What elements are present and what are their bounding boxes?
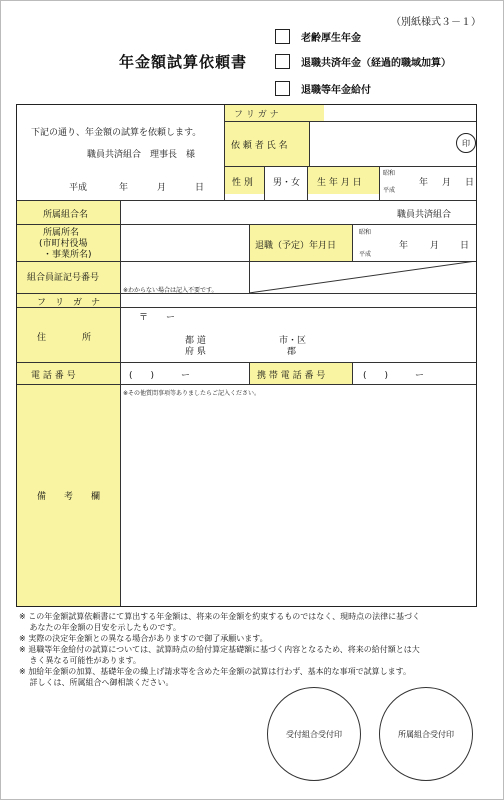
- retire-era-showa: 昭和: [359, 229, 372, 236]
- form-table: [16, 104, 477, 607]
- request-recipient: 職員共済組合 理事長 様: [87, 150, 196, 160]
- note-line: あなたの年金額の目安を示したものです。: [19, 623, 181, 632]
- request-date-month: 月: [157, 183, 167, 193]
- furigana-input[interactable]: [325, 105, 476, 121]
- note-line: きく異なる可能性があります。: [19, 656, 141, 665]
- office-label: 所属所名: [43, 228, 80, 238]
- request-date-era: 平成: [69, 183, 88, 193]
- affiliated-union-stamp: 所属組合受付印: [379, 687, 473, 781]
- unknown-note: ※わからない場合は記入不要です。: [123, 287, 218, 294]
- remarks-label: 備 考 欄: [37, 492, 101, 502]
- phone-input[interactable]: ( ) ー: [129, 371, 191, 381]
- note-line: ※ この年金額試算依頼書にて算出する年金額は、将来の年金額を約束するものではなく、現時点の法律に基づく: [19, 612, 421, 621]
- birth-month-unit: 月: [442, 178, 452, 188]
- office-input[interactable]: [121, 225, 249, 261]
- office-label: (市町村役場: [39, 239, 88, 249]
- affiliation-label: 所属組合名: [43, 210, 89, 220]
- retire-month-unit: 月: [430, 241, 440, 251]
- requester-name-label: 依 頼 者 氏 名: [231, 141, 288, 151]
- mobile-input[interactable]: ( ) ー: [363, 371, 425, 381]
- note-line: 詳しくは、所属組合へ御相談ください。: [19, 678, 174, 687]
- option-label: 老齢厚生年金: [301, 33, 361, 44]
- office-label: ・事業所名): [43, 250, 92, 260]
- option-label: 退職共済年金（経過的職域加算）: [301, 58, 451, 69]
- birth-year-unit: 年: [419, 178, 429, 188]
- phone-label: 電 話 番 号: [31, 371, 76, 381]
- retire-year-unit: 年: [399, 241, 409, 251]
- mobile-label: 携 帯 電 話 番 号: [257, 371, 326, 381]
- affiliation-value: 職員共済組合: [397, 210, 452, 220]
- furigana2-label: フ リ ガ ナ: [37, 298, 101, 308]
- retirement-label: 退職（予定）年月日: [255, 241, 337, 251]
- option-retirement-benefit[interactable]: [275, 81, 371, 96]
- request-date-year: 年: [119, 183, 129, 193]
- note-line: ※ 実際の決定年金額との異なる場合がありますので御了承願います。: [19, 634, 268, 643]
- notes: [19, 611, 489, 688]
- retire-day-unit: 日: [460, 241, 470, 251]
- address-furigana-input[interactable]: [121, 294, 476, 307]
- request-date-day: 日: [195, 183, 205, 193]
- note-line: ※ 加給年金額の加算、基礎年金の繰上げ請求等を含めた年金額の試算は行わず、基本的な事項で試算します。: [19, 667, 411, 676]
- furigana-label: フ リ ガ ナ: [234, 110, 279, 120]
- form-title: 年金額試算依頼書: [119, 53, 248, 71]
- retire-era-heisei: 平成: [359, 251, 372, 258]
- birth-era-showa: 昭和: [383, 170, 396, 177]
- receiving-union-stamp: 受付組合受付印: [267, 687, 361, 781]
- note-line: ※ 退職等年金給付の試算については、試算時点の給付算定基礎額に基づく内容となるため、将来の給付額とは大: [19, 645, 420, 654]
- option-old-age-pension[interactable]: [275, 29, 361, 44]
- checkbox[interactable]: [275, 81, 290, 96]
- birthdate-label: 生 年 月 日: [317, 178, 362, 188]
- member-id-label: 組合員証記号番号: [27, 273, 100, 283]
- birth-day-unit: 日: [465, 178, 475, 188]
- birth-era-heisei: 平成: [383, 187, 396, 194]
- address-label: 住 所: [37, 333, 92, 343]
- remarks-input[interactable]: [121, 385, 476, 606]
- checkbox[interactable]: [275, 29, 290, 44]
- city-unit: 郡: [287, 347, 297, 357]
- requester-name-input[interactable]: [310, 122, 445, 166]
- checkbox[interactable]: [275, 54, 290, 69]
- gender-value[interactable]: 男・女: [273, 178, 301, 188]
- diagonal-strike: [249, 261, 476, 293]
- prefecture-unit: 都 道: [185, 336, 206, 346]
- option-retirement-mutual-pension[interactable]: [275, 54, 451, 69]
- prefecture-unit: 府 県: [185, 347, 206, 357]
- city-unit: 市・区: [279, 336, 307, 346]
- form-id: （別紙様式３－１）: [391, 17, 481, 28]
- postal-mark: 〒 ー: [139, 313, 176, 323]
- gender-label: 性 別: [232, 178, 253, 188]
- remarks-note: ※その他質問事項等ありましたらご記入ください。: [123, 390, 261, 397]
- option-label: 退職等年金給付: [301, 85, 371, 96]
- request-text: 下記の通り、年金額の試算を依頼します。: [31, 128, 202, 138]
- seal-mark: 印: [456, 133, 476, 153]
